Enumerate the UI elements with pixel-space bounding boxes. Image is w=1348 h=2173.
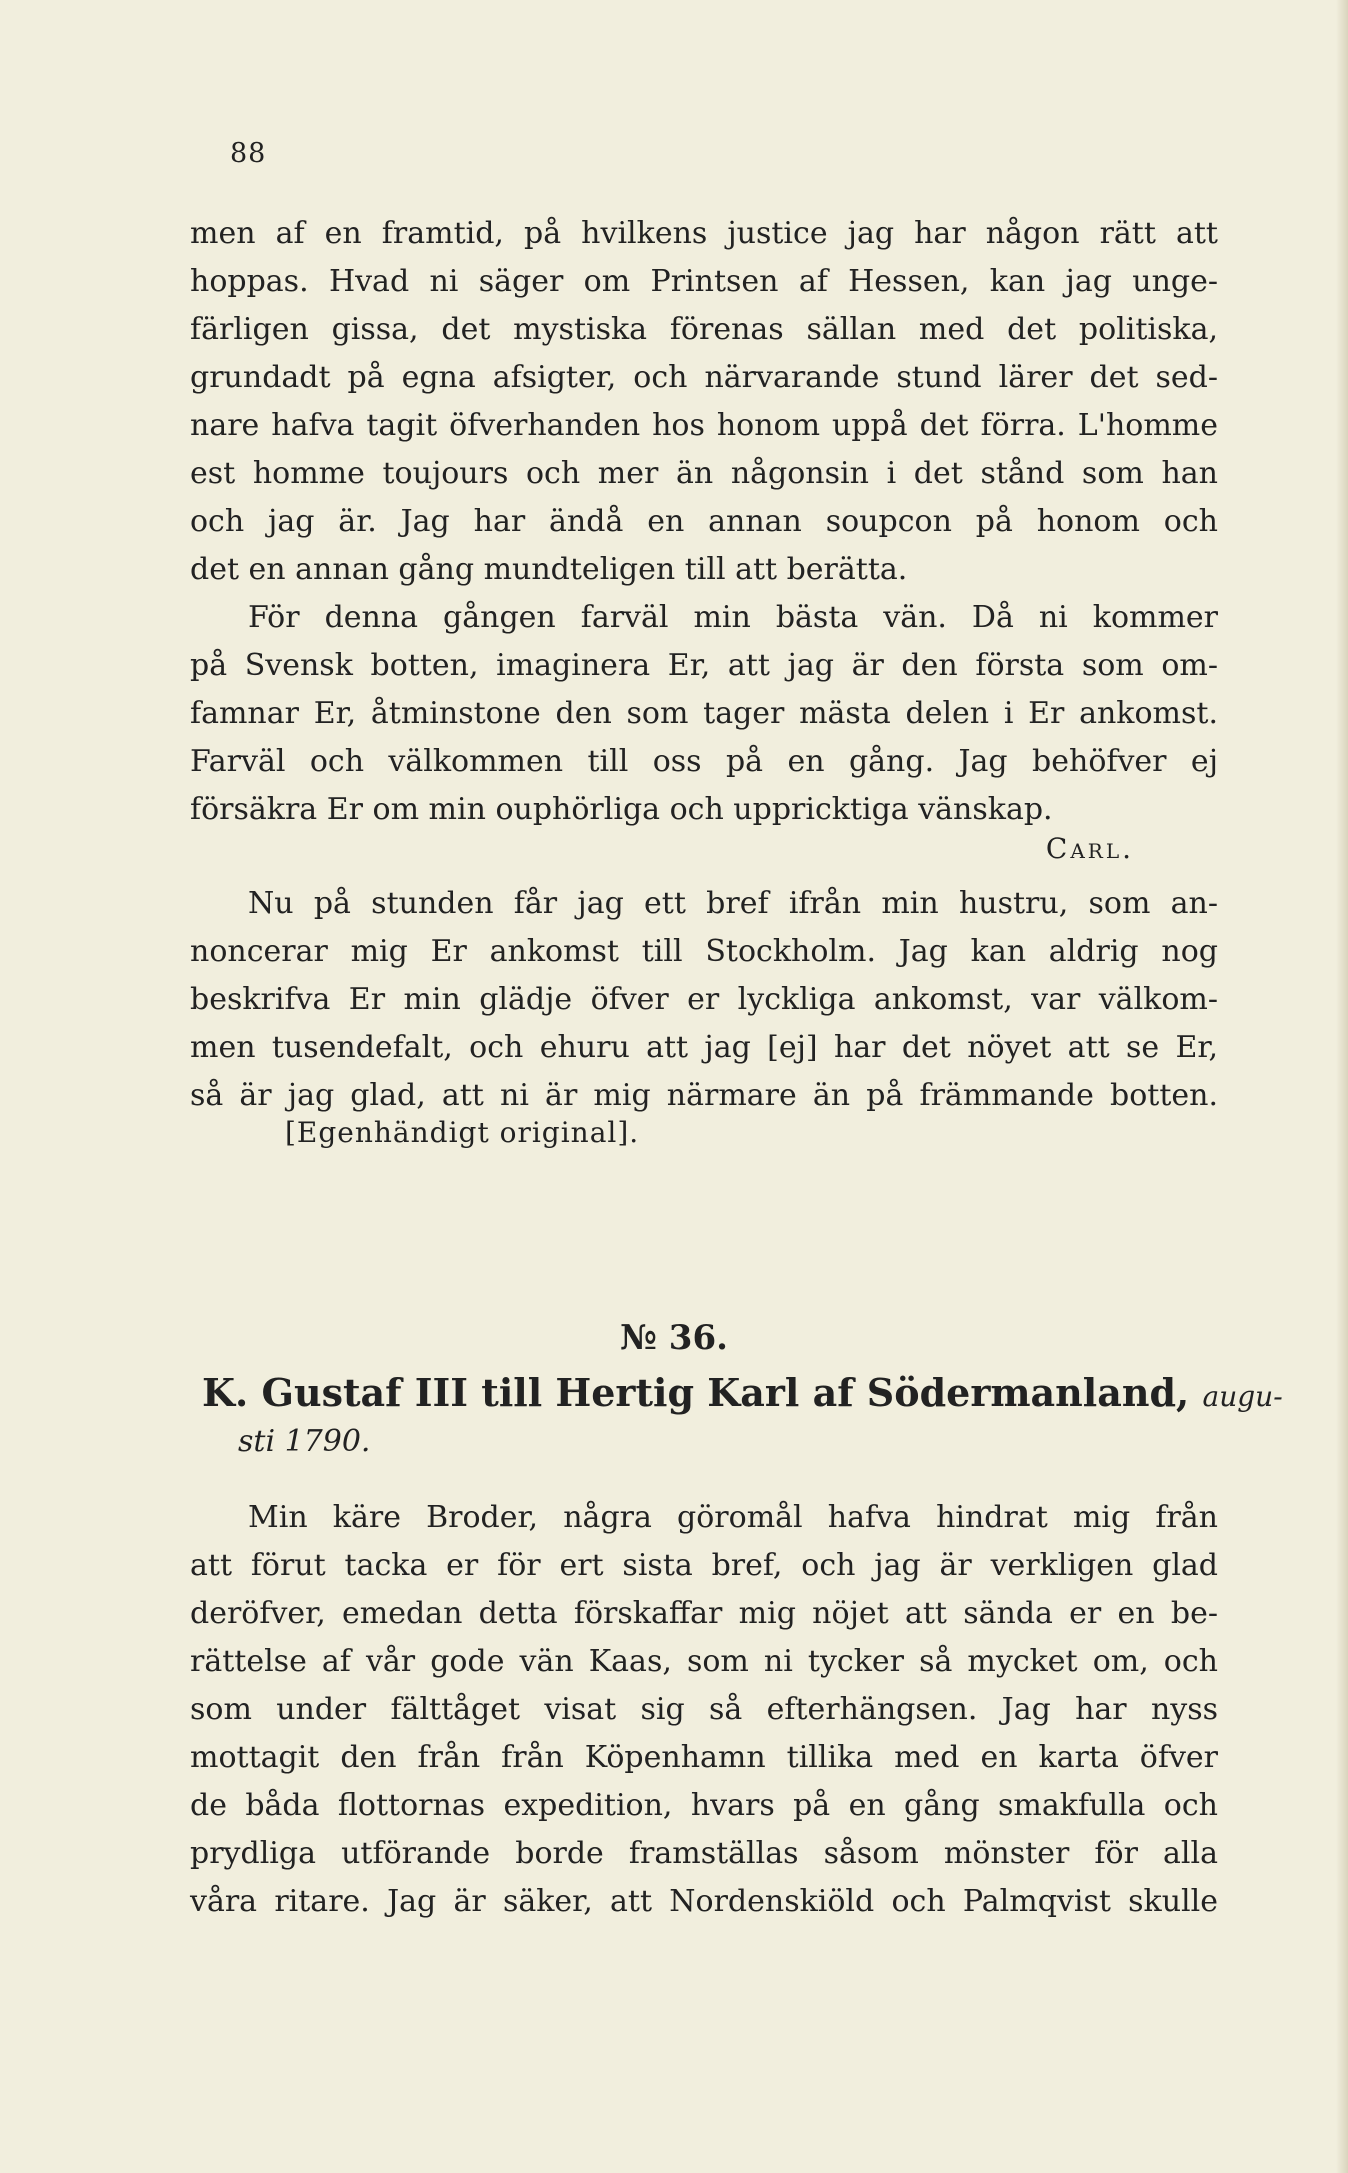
paragraph-2 xyxy=(190,880,1218,1120)
source-note: [Egenhändigt original]. xyxy=(285,1116,640,1149)
text-line: på Svensk botten, imaginera Er, att jag är den första som om- xyxy=(190,648,1218,683)
text-line: noncerar mig Er ankomst till Stockholm. Jag kan aldrig nog xyxy=(190,934,1218,969)
page-edge xyxy=(1336,0,1348,2173)
text-line: färligen gissa, det mystiska förenas sällan med det politiska, xyxy=(190,312,1218,347)
text-line: beskrifva Er min glädje öfver er lyckliga ankomst, var välkom- xyxy=(190,982,1218,1017)
text-line: hoppas. Hvad ni säger om Printsen af Hessen, kan jag unge- xyxy=(190,264,1218,299)
text-line: prydliga utförande borde framställas såsom mönster för alla xyxy=(190,1836,1218,1871)
letter-heading-date-continued: sti 1790. xyxy=(238,1424,371,1459)
document-number: № 36. xyxy=(620,1318,728,1358)
text-line: och jag är. Jag har ändå en annan soupcon på honom och xyxy=(190,504,1218,539)
text-line: Nu på stunden får jag ett bref ifrån min hustru, som an- xyxy=(248,886,1218,921)
text-line: Farväl och välkommen till oss på en gång. Jag behöfver ej xyxy=(190,744,1218,779)
paragraph-3 xyxy=(190,1494,1218,1926)
letter-heading xyxy=(202,1370,1283,1415)
text-line: men tusendefalt, och ehuru att jag [ej] har det nöyet att se Er, xyxy=(190,1030,1218,1065)
signature: Carl. xyxy=(1045,832,1134,865)
letter-heading-title: K. Gustaf III till Hertig Karl af Södermanland, xyxy=(202,1370,1190,1415)
text-line: som under fälttåget visat sig så efterhängsen. Jag har nyss xyxy=(190,1692,1218,1727)
text-line: est homme toujours och mer än någonsin i det stånd som han xyxy=(190,456,1218,491)
text-line: de båda flottornas expedition, hvars på en gång smakfulla och xyxy=(190,1788,1218,1823)
text-line: famnar Er, åtminstone den som tager mästa delen i Er ankomst. xyxy=(190,696,1218,731)
page-number: 88 xyxy=(230,138,267,169)
text-line: För denna gången farväl min bästa vän. Då ni kommer xyxy=(248,600,1218,635)
text-line: nare hafva tagit öfverhanden hos honom uppå det förra. L'homme xyxy=(190,408,1218,443)
text-line: men af en framtid, på hvilkens justice jag har någon rätt att xyxy=(190,216,1218,251)
text-line: Min käre Broder, några göromål hafva hindrat mig från xyxy=(248,1500,1218,1535)
text-line: att förut tacka er för ert sista bref, och jag är verkligen glad xyxy=(190,1548,1218,1583)
text-line: mottagit den från från Köpenhamn tillika med en karta öfver xyxy=(190,1740,1218,1775)
text-line: deröfver, emedan detta förskaffar mig nöjet att sända er en be- xyxy=(190,1596,1218,1631)
text-line: grundadt på egna afsigter, och närvarande stund lärer det sed- xyxy=(190,360,1218,395)
text-line: rättelse af vår gode vän Kaas, som ni tycker så mycket om, och xyxy=(190,1644,1218,1679)
paragraph-1 xyxy=(190,210,1218,834)
text-line: så är jag glad, att ni är mig närmare än på främmande botten. xyxy=(190,1078,1218,1113)
text-line: våra ritare. Jag är säker, att Nordenskiöld och Palmqvist skulle xyxy=(190,1884,1218,1919)
text-line: det en annan gång mundteligen till att berätta. xyxy=(190,552,908,587)
letter-heading-date: augu- xyxy=(1202,1380,1283,1413)
text-line: försäkra Er om min ouphörliga och uppricktiga vänskap. xyxy=(190,792,1053,827)
